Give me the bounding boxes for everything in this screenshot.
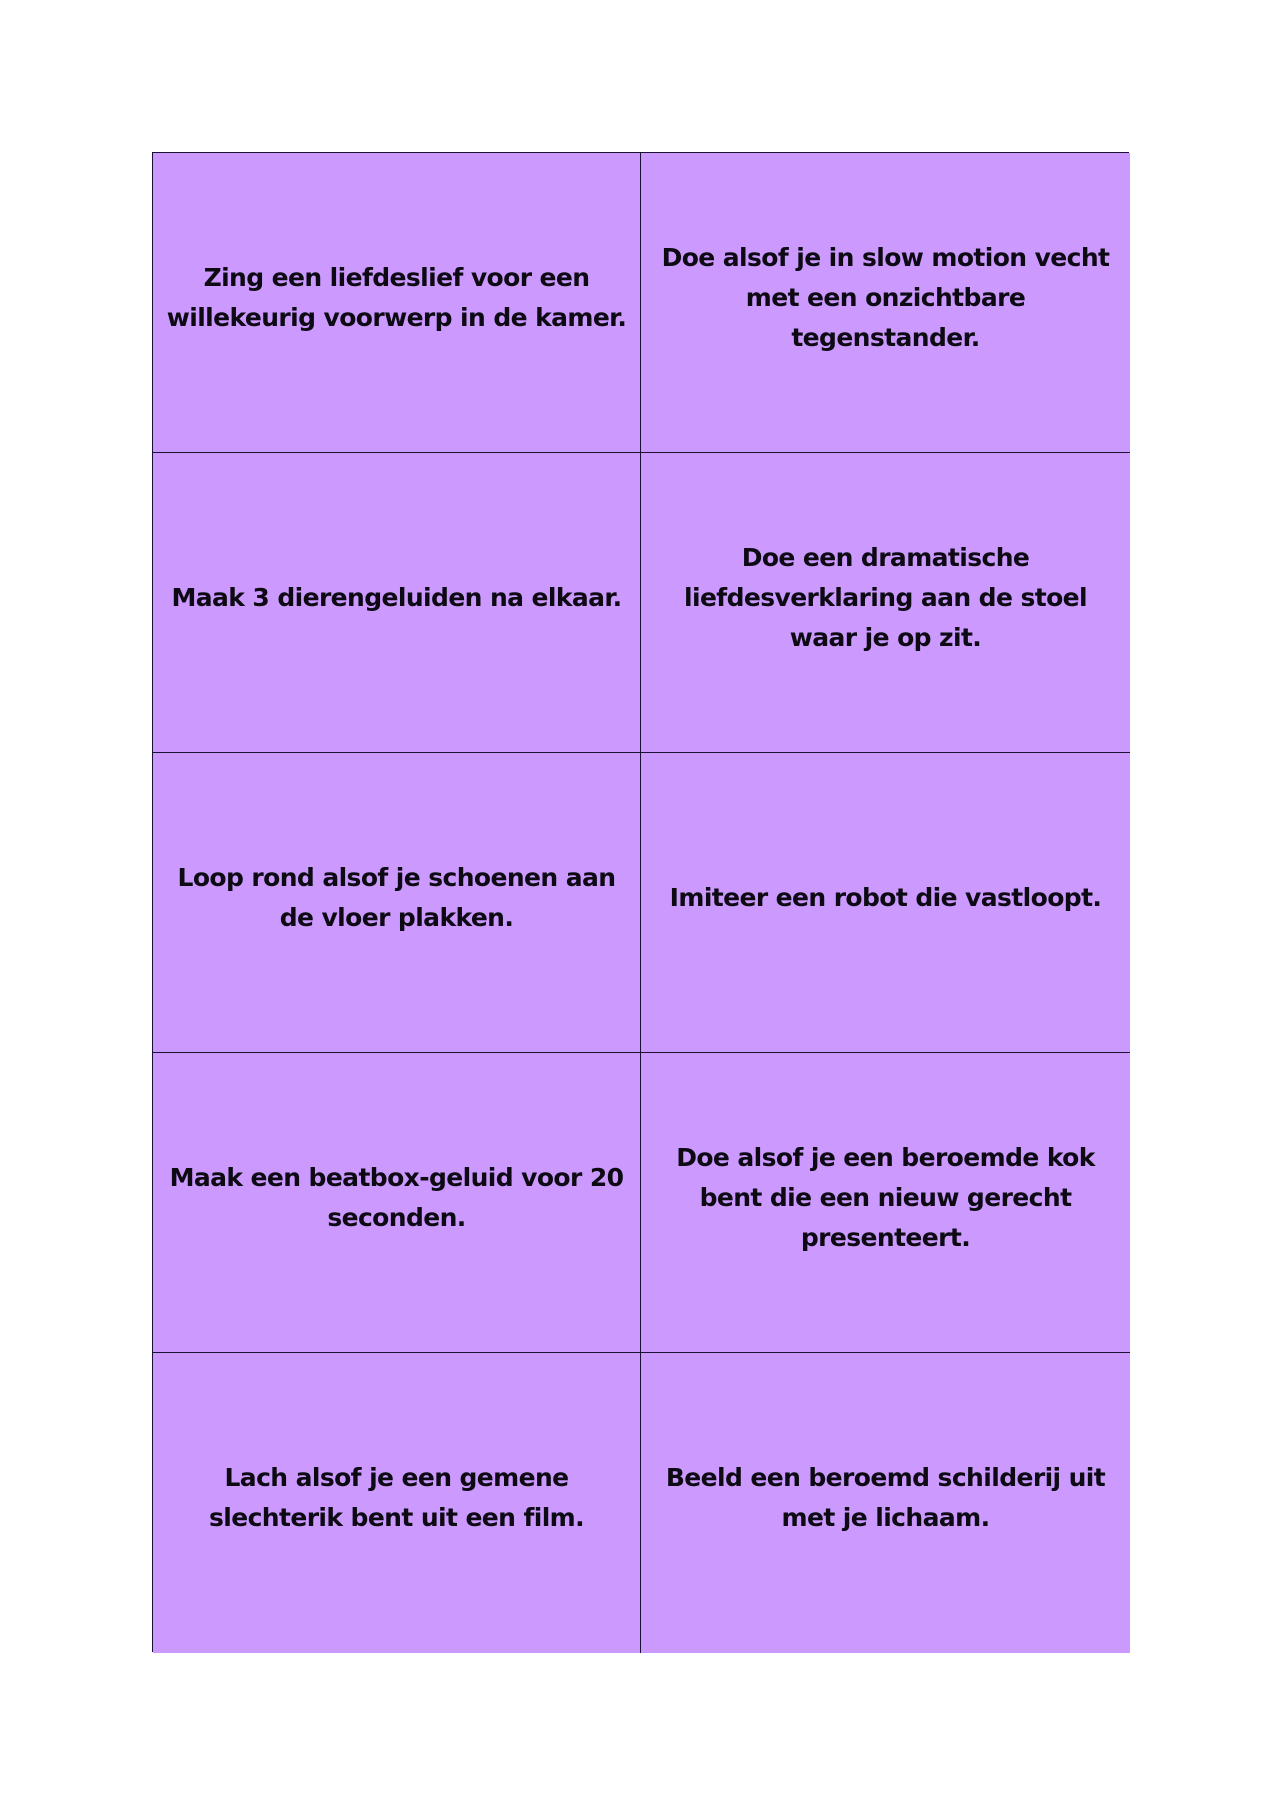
card-text: Lach alsof je een gemene slechterik bent uit een film.: [208, 1463, 585, 1532]
card-text: Doe alsof je in slow motion vecht met een onzichtbare tegenstander.: [661, 242, 1110, 352]
card-2: [641, 153, 1130, 453]
card-10: [641, 1353, 1130, 1653]
card-text: Loop rond alsof je schoenen aan de vloer plakken.: [177, 862, 616, 932]
card-text: Maak een beatbox-geluid voor 20 seconden.: [169, 1162, 624, 1232]
card-8: [641, 1053, 1130, 1353]
card-text: Zing een liefdeslief voor een willekeurig voorwerp in de kamer.: [166, 262, 627, 332]
card-3: [153, 453, 641, 753]
card-6: [641, 753, 1130, 1053]
card-1: [153, 153, 641, 453]
card-4: [641, 453, 1130, 753]
card-9: [153, 1353, 641, 1653]
card-7: [153, 1053, 641, 1353]
card-text: Maak 3 dierengeluiden na elkaar.: [171, 582, 622, 612]
card-table: [152, 152, 1129, 1652]
card-text: Beeld een beroemd schilderij uit met je lichaam.: [665, 1463, 1106, 1532]
card-text: Doe alsof je een beroemde kok bent die een nieuw gerecht presenteert.: [676, 1142, 1095, 1252]
card-text: Imiteer een robot die vastloopt.: [669, 882, 1102, 912]
card-5: [153, 753, 641, 1053]
card-text: Doe een dramatische liefdesverklaring aan de stoel waar je op zit.: [684, 542, 1087, 652]
